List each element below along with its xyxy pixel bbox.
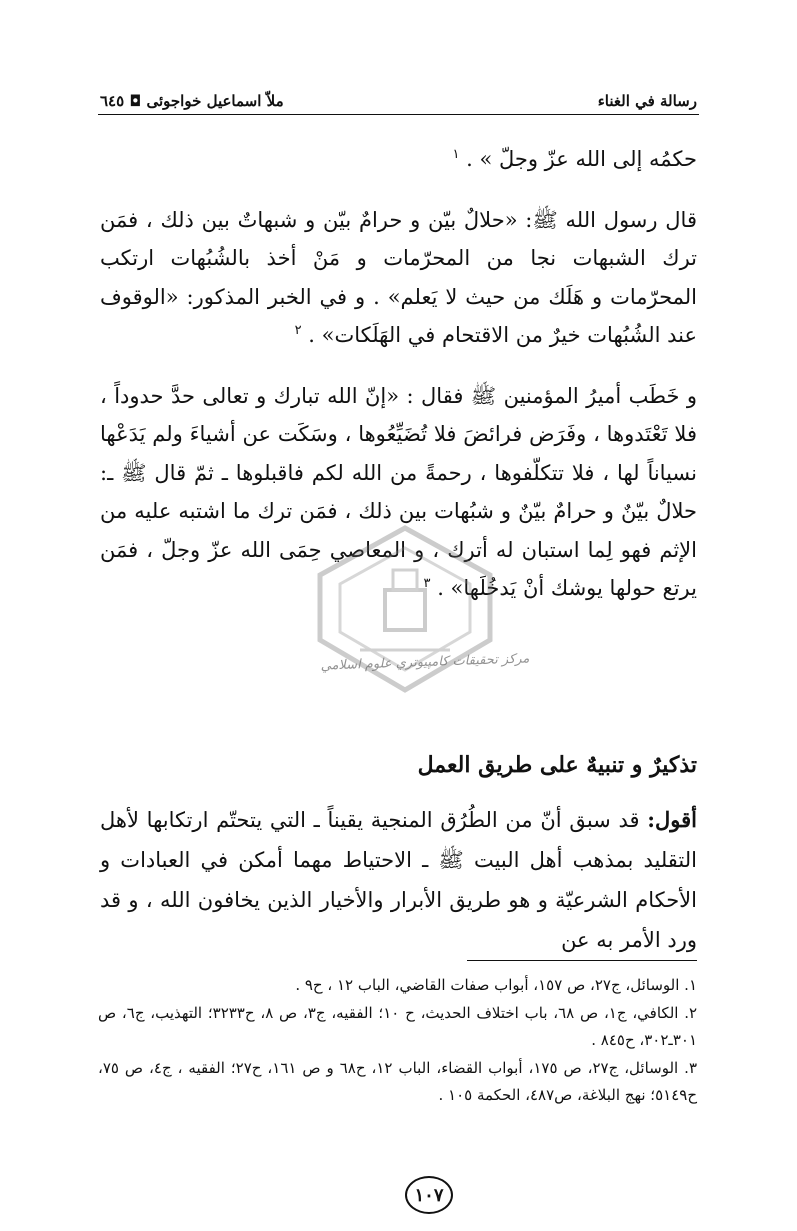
section-body: قد سبق أنّ من الطُرُق المنجية يقيناً ـ التي يتحتّم ارتكابها لأهل التقليد بمذهب أهل البيت ﷺ ـ الاحتياط مهما أمكن في العبادات و الأحكام الشرعيّة و هو طريق الأبرار والأخيار الذين يخافون الله ، و قد ورد الأمر به عن (100, 808, 697, 952)
header-title: رسالة في الغناء (597, 92, 697, 110)
footnote-1: ١. الوسائل، ج٢٧، ص ١٥٧، أبواب صفات القاضي، الباب ١٢ ، ح٩ . (295, 976, 697, 994)
section-text (100, 800, 697, 960)
footnote-ref-3: ٣ (423, 576, 431, 591)
watermark-caption: مركز تحقيقات كامپيوتري علوم اسلامي (320, 651, 530, 674)
section-lead: أقول: (647, 807, 697, 832)
footnotes (98, 972, 697, 1110)
paragraph-1 (100, 140, 697, 179)
footnote-ref-1: ١ (452, 147, 460, 162)
header-author: ملاّ اسماعیل خواجوئی ◘ ٦٤٥ (100, 92, 284, 110)
footnote-2: ٢. الكافي، ج١، ص ٦٨، باب اختلاف الحديث، ح ١٠؛ الفقيه، ج٣، ص ٨، ح٣٢٣٣؛ التهذيب، ج٦، ص ٣٠١ـ٣٠٢، ح٨٤٥ . (98, 1003, 698, 1049)
paragraph-2-text: قال رسول الله ﷺ: «حلالٌ بيّن و حرامٌ بيّن و شبهاتٌ بين ذلك ، فمَن ترك الشبهات نجا من المحرّمات و مَنْ أخذ بالشُبُهات ارتكب المحرّمات و هَلَك من حيث لا يَعلم» . و في الخبر المذكور: «الوقوف عند الشُبُهات خيرٌ من الاقتحام في الهَلَكات» . (100, 207, 697, 347)
page-number: ١٠٧ (405, 1176, 453, 1214)
paragraph-1-text: حكمُه إلى الله عزّ وجلّ » . (466, 147, 697, 171)
section-heading: تذكيرٌ و تنبيهٌ على طريق العمل (417, 752, 697, 778)
paragraph-3 (100, 377, 697, 608)
footnote-divider (467, 960, 697, 961)
footnote-ref-2: ٢ (294, 323, 302, 338)
footnote-3: ٣. الوسائل، ج٢٧، ص ١٧٥، أبواب القضاء، الباب ١٢، ح٦٨ و ص ١٦١، ح٢٧؛ الفقيه ، ج٤، ص ٧٥، ح٥١٤٩؛ نهج البلاغة، ص٤٨٧، الحكمة ١٠٥ . (98, 1058, 698, 1104)
paragraph-3-text: و خَطَب أميرُ المؤمنين ﷺ فقال : «إنّ الله تبارك و تعالى حدَّ حدوداً ، فلا تَعْتَدوها ، وفَرَض فرائضَ فلا تُضَيِّعُوها ، وسَكَت عن أشياءَ ولم يَدَعْها نسياناً لها ، فلا تتكلّفوها ، رحمةً من الله لكم فاقبلوها ـ ثمّ قال ﷺ ـ: حلالٌ بيّنٌ و حرامٌ بيّنٌ و شبُهات بين ذلك ، فمَن ترك ما اشتبه عليه من الإثم فهو لِما استبان له أترك ، و المعاصي حِمَى الله عزّ وجلّ ، فمَن يرتع حولها يوشك أنْ يَدخُلَها» . (100, 383, 697, 600)
running-header (100, 82, 697, 110)
header-divider (98, 114, 699, 115)
paragraph-2 (100, 201, 697, 355)
main-text (100, 140, 697, 608)
